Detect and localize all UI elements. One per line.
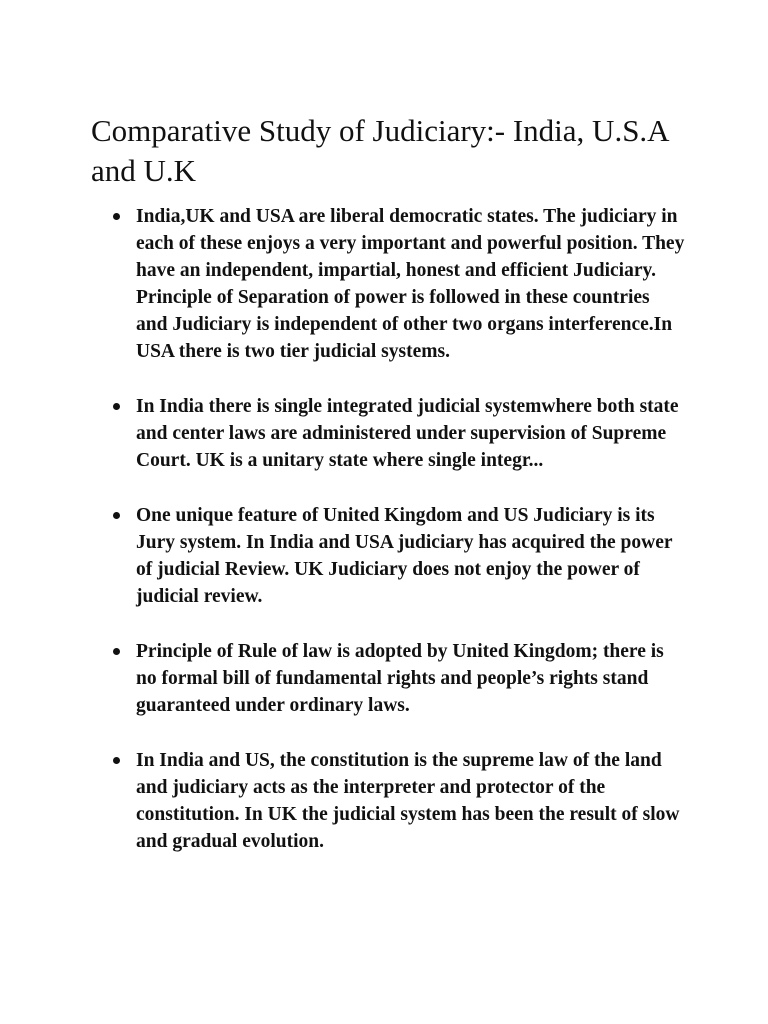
bullet-icon [113,648,120,655]
bullet-item-5 [110,747,685,855]
bullet-list [110,203,685,883]
bullet-icon [113,512,120,519]
bullet-item-3 [110,502,685,610]
bullet-icon [113,757,120,764]
bullet-item-4 [110,638,685,719]
bullet-icon [113,213,120,220]
bullet-text-1: India,UK and USA are liberal democratic states. The judiciary in each of these enjoys a very important and powerful position. They have an independent, impartial, honest and efficient Judiciary. Principle of Separation of power is followed in these countries and Judiciary is independent of other two organs interference.In USA there is two tier judicial systems. [136,206,685,362]
bullet-text-5: In India and US, the constitution is the supreme law of the land and judiciary acts as the interpreter and protector of the constitution. In UK the judicial system has been the result of slow and gradual evolution. [136,750,680,852]
bullet-item-1 [110,203,685,365]
bullet-text-3: One unique feature of United Kingdom and US Judiciary is its Jury system. In India and USA judiciary has acquired the power of judicial Review. UK Judiciary does not enjoy the power of judicial review. [136,505,673,607]
bullet-item-2 [110,393,685,474]
bullet-text-2: In India there is single integrated judicial systemwhere both state and center laws are administered under supervision of Supreme Court. UK is a unitary state where single integr... [136,396,679,471]
bullet-icon [113,403,120,410]
document-title: Comparative Study of Judiciary:- India, U.S.A and U.K [91,113,668,188]
bullet-text-4: Principle of Rule of law is adopted by United Kingdom; there is no formal bill of fundamental rights and people’s rights stand guaranteed under ordinary laws. [136,641,664,716]
